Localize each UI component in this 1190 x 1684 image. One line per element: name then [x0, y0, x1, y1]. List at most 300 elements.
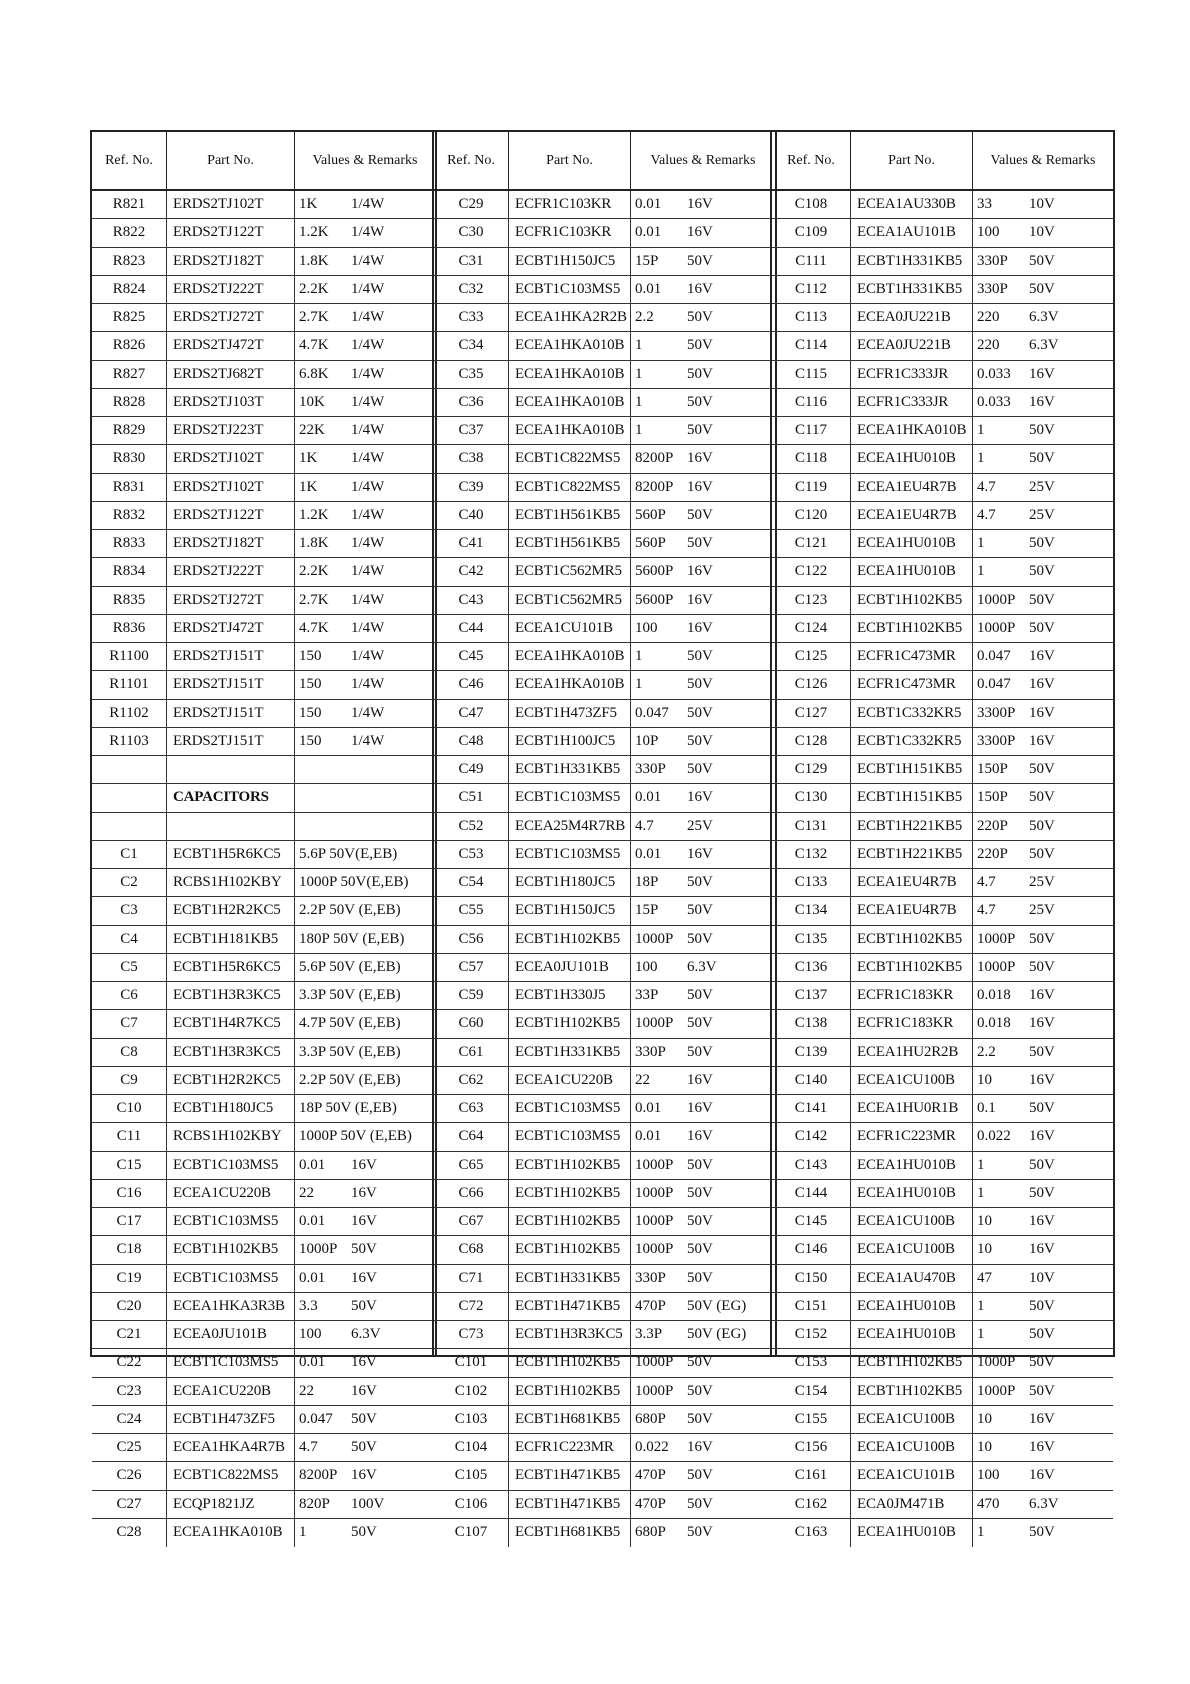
- rating-text: 50V: [1029, 817, 1055, 834]
- value-text: 5600P: [635, 563, 674, 580]
- ref-cell: C22: [92, 1349, 167, 1376]
- values-cell: [631, 1349, 775, 1376]
- values-cell: [973, 1208, 1113, 1235]
- table-row: [772, 1462, 1113, 1490]
- rating-text: 1/4W: [351, 676, 385, 693]
- ref-cell: R836: [92, 615, 167, 642]
- rating-text: 25V: [1029, 478, 1055, 495]
- ref-cell: C128: [772, 728, 851, 755]
- table-row: [434, 1321, 775, 1349]
- table-row: [92, 1152, 435, 1180]
- table-row: [434, 1123, 775, 1151]
- table-row: [434, 417, 775, 445]
- part-cell: ECEA1HU010B: [851, 558, 973, 585]
- rating-text: 16V: [351, 1382, 377, 1399]
- value-text: 0.047: [977, 676, 1011, 693]
- rating-text: 50V: [1029, 450, 1055, 467]
- table-row: [772, 587, 1113, 615]
- value-text: 100: [977, 224, 1000, 241]
- table-row: [434, 700, 775, 728]
- values-cell: [973, 1293, 1113, 1320]
- table-row: [92, 1349, 435, 1377]
- rating-text: 50V: [687, 1269, 713, 1286]
- table-row: [92, 841, 435, 869]
- values-cell: [631, 700, 775, 727]
- table-row: [92, 1434, 435, 1462]
- values-cell: [631, 784, 775, 811]
- values-cell: [295, 1095, 435, 1122]
- ref-cell: C61: [434, 1039, 509, 1066]
- values-cell: [631, 361, 775, 388]
- part-cell: ERDS2TJ182T: [167, 248, 295, 275]
- part-cell: ERDS2TJ151T: [167, 643, 295, 670]
- ref-cell: C104: [434, 1434, 509, 1461]
- values-cell: [631, 897, 775, 924]
- part-cell: ERDS2TJ682T: [167, 361, 295, 388]
- values-cell: [973, 643, 1113, 670]
- ref-cell: C39: [434, 474, 509, 501]
- table-row: [92, 191, 435, 219]
- part-cell: ECBT1H331KB5: [509, 756, 631, 783]
- value-text: 0.033: [977, 393, 1011, 410]
- value-text: 8200P: [635, 478, 674, 495]
- rating-text: 50V: [1029, 761, 1055, 778]
- ref-cell: C145: [772, 1208, 851, 1235]
- part-cell: ECBT1H4R7KC5: [167, 1010, 295, 1037]
- part-cell: ECFR1C223MR: [509, 1434, 631, 1461]
- values-cell: [295, 1123, 435, 1150]
- ref-cell: R1100: [92, 643, 167, 670]
- ref-cell: C35: [434, 361, 509, 388]
- table-row: [92, 1293, 435, 1321]
- part-cell: ECBT1H331KB5: [851, 276, 973, 303]
- part-cell: ECEA0JU221B: [851, 332, 973, 359]
- part-cell: ECFR1C333JR: [851, 361, 973, 388]
- value-text: 8200P: [299, 1467, 338, 1484]
- header-part: Part No.: [509, 132, 631, 189]
- ref-cell: C38: [434, 445, 509, 472]
- part-cell: ERDS2TJ102T: [167, 445, 295, 472]
- value-text: 15P: [635, 902, 659, 919]
- value-text: 1: [977, 563, 985, 580]
- values-cell: [973, 1180, 1113, 1207]
- values-cell: [973, 248, 1113, 275]
- value-text: 680P: [635, 1410, 666, 1427]
- values-cell: [973, 587, 1113, 614]
- part-cell: ECBT1H471KB5: [509, 1462, 631, 1489]
- values-cell: [973, 1519, 1113, 1547]
- table-row: [92, 389, 435, 417]
- rating-text: 50V: [687, 1467, 713, 1484]
- part-cell: ECBT1H100JC5: [509, 728, 631, 755]
- values-cell: [295, 304, 435, 331]
- part-cell: ECEA1HKA3R3B: [167, 1293, 295, 1320]
- values-cell: [973, 1010, 1113, 1037]
- ref-cell: C2: [92, 869, 167, 896]
- rating-text: 50V: [1029, 1156, 1055, 1173]
- table-row: [92, 1462, 435, 1490]
- rating-text: 50V: [1029, 1326, 1055, 1343]
- table-row: [434, 219, 775, 247]
- values-cell: [631, 445, 775, 472]
- values-cell: [973, 219, 1113, 246]
- value-text: 220P: [977, 845, 1008, 862]
- table-row: [434, 1519, 775, 1547]
- table-row: [772, 361, 1113, 389]
- ref-cell: C68: [434, 1236, 509, 1263]
- values-cell: [631, 276, 775, 303]
- values-cell: [631, 1462, 775, 1489]
- table-row: [434, 530, 775, 558]
- table-row: [434, 1349, 775, 1377]
- rating-text: 1/4W: [351, 450, 385, 467]
- table-row: [434, 445, 775, 473]
- values-cell: [631, 1067, 775, 1094]
- values-cell: [973, 276, 1113, 303]
- part-cell: ECBT1C103MS5: [167, 1265, 295, 1292]
- table-header: [92, 132, 435, 191]
- ref-cell: C124: [772, 615, 851, 642]
- table-row: [92, 982, 435, 1010]
- rating-text: 6.3V: [1029, 337, 1059, 354]
- ref-cell: C15: [92, 1152, 167, 1179]
- ref-cell: C126: [772, 671, 851, 698]
- part-cell: ECBT1C332KR5: [851, 728, 973, 755]
- values-cell: [973, 1265, 1113, 1292]
- ref-cell: C133: [772, 869, 851, 896]
- values-cell: [631, 954, 775, 981]
- ref-cell: C107: [434, 1519, 509, 1547]
- ref-cell: [92, 756, 167, 783]
- values-cell: [973, 1123, 1113, 1150]
- rating-text: 16V: [1029, 676, 1055, 693]
- value-text: 22: [635, 1071, 650, 1088]
- rating-text: 1/4W: [351, 732, 385, 749]
- part-cell: ECEA1HKA010B: [509, 332, 631, 359]
- part-cell: ECBT1H180JC5: [167, 1095, 295, 1122]
- table-row: [772, 982, 1113, 1010]
- part-cell: ECEA0JU221B: [851, 304, 973, 331]
- values-cell: [295, 1406, 435, 1433]
- value-text: 22: [299, 1184, 314, 1201]
- value-text: 10P: [635, 732, 659, 749]
- rating-text: 50V: [687, 987, 713, 1004]
- rating-text: 16V: [351, 1269, 377, 1286]
- rating-text: 1/4W: [351, 309, 385, 326]
- ref-cell: C17: [92, 1208, 167, 1235]
- table-row: [434, 361, 775, 389]
- part-cell: ECBT1C103MS5: [509, 784, 631, 811]
- value-text: 1K: [299, 478, 318, 495]
- part-cell: ECBT1H681KB5: [509, 1406, 631, 1433]
- table-row: [772, 1293, 1113, 1321]
- ref-cell: C33: [434, 304, 509, 331]
- part-cell: ERDS2TJ151T: [167, 700, 295, 727]
- part-cell: ECEA1EU4R7B: [851, 502, 973, 529]
- values-cell: [295, 361, 435, 388]
- value-text: 470: [977, 1495, 1000, 1512]
- rating-text: 16V: [1029, 1467, 1055, 1484]
- part-cell: [167, 813, 295, 840]
- part-cell: ERDS2TJ151T: [167, 671, 295, 698]
- part-cell: ECBT1H102KB5: [851, 1378, 973, 1405]
- rating-text: 1/4W: [351, 619, 385, 636]
- values-cell: [631, 219, 775, 246]
- values-cell: [295, 615, 435, 642]
- value-text: 0.01: [635, 1100, 662, 1117]
- value-text: 1: [977, 1184, 985, 1201]
- ref-cell: C51: [434, 784, 509, 811]
- table-row: [434, 1434, 775, 1462]
- table-row: [92, 587, 435, 615]
- values-cell: [973, 869, 1113, 896]
- values-cell: [295, 1067, 435, 1094]
- ref-cell: [92, 813, 167, 840]
- values-cell: [631, 587, 775, 614]
- ref-cell: C109: [772, 219, 851, 246]
- ref-cell: C21: [92, 1321, 167, 1348]
- part-cell: ECBT1C562MR5: [509, 587, 631, 614]
- rating-text: 50V: [351, 1241, 377, 1258]
- table-row: [434, 1039, 775, 1067]
- values-cell: [295, 1152, 435, 1179]
- table-row: [772, 332, 1113, 360]
- values-cell: [973, 897, 1113, 924]
- value-text: 1000P: [635, 1382, 674, 1399]
- table-row: [772, 530, 1113, 558]
- table-row: [434, 1293, 775, 1321]
- values-cell: [295, 1208, 435, 1235]
- values-cell: [631, 841, 775, 868]
- table-row: [772, 474, 1113, 502]
- ref-cell: [92, 784, 167, 811]
- value-text: 100: [635, 619, 658, 636]
- ref-cell: C105: [434, 1462, 509, 1489]
- table-row: [92, 1208, 435, 1236]
- values-cell: [973, 558, 1113, 585]
- header-values: Values & Remarks: [312, 152, 418, 168]
- part-cell: ERDS2TJ122T: [167, 219, 295, 246]
- values-cell: [295, 1180, 435, 1207]
- value-text: 3.3P 50V (E,EB): [299, 987, 401, 1004]
- values-cell: [631, 1321, 775, 1348]
- ref-cell: C108: [772, 191, 851, 218]
- table-row: [772, 643, 1113, 671]
- value-text: 1000P: [977, 1354, 1016, 1371]
- table-row: [434, 756, 775, 784]
- part-cell: ECBT1H181KB5: [167, 926, 295, 953]
- ref-cell: R829: [92, 417, 167, 444]
- values-cell: [295, 191, 435, 218]
- part-cell: ECEA1HKA010B: [851, 417, 973, 444]
- table-row: [434, 615, 775, 643]
- table-row: [92, 954, 435, 982]
- values-cell: [973, 1236, 1113, 1263]
- ref-cell: C129: [772, 756, 851, 783]
- ref-cell: C55: [434, 897, 509, 924]
- ref-cell: C36: [434, 389, 509, 416]
- part-cell: ECEA1CU220B: [509, 1067, 631, 1094]
- values-cell: [295, 587, 435, 614]
- part-cell: ECEA0JU101B: [167, 1321, 295, 1348]
- ref-cell: C62: [434, 1067, 509, 1094]
- part-cell: ECBT1H471KB5: [509, 1293, 631, 1320]
- ref-cell: C127: [772, 700, 851, 727]
- value-text: 330P: [977, 280, 1008, 297]
- values-cell: [295, 671, 435, 698]
- values-cell: [631, 1010, 775, 1037]
- table-header: [434, 132, 775, 191]
- ref-cell: C119: [772, 474, 851, 501]
- rating-text: 50V: [687, 337, 713, 354]
- part-cell: ECBT1C103MS5: [509, 276, 631, 303]
- ref-cell: C146: [772, 1236, 851, 1263]
- part-cell: ECBT1H102KB5: [851, 1349, 973, 1376]
- value-text: 4.7: [299, 1439, 318, 1456]
- part-cell: ECFR1C333JR: [851, 389, 973, 416]
- values-cell: [295, 700, 435, 727]
- table-row: [92, 1491, 435, 1519]
- part-cell: RCBS1H102KBY: [167, 1123, 295, 1150]
- ref-cell: R822: [92, 219, 167, 246]
- rating-text: 50V: [687, 1241, 713, 1258]
- values-cell: [295, 1519, 435, 1547]
- values-cell: [631, 615, 775, 642]
- value-text: 33: [977, 196, 992, 213]
- table-row: [92, 615, 435, 643]
- part-cell: ECEA1HKA010B: [509, 671, 631, 698]
- table-row: [772, 1039, 1113, 1067]
- values-cell: [631, 332, 775, 359]
- value-text: 10: [977, 1071, 992, 1088]
- table-row: [434, 276, 775, 304]
- values-cell: [295, 982, 435, 1009]
- rating-text: 50V: [687, 1354, 713, 1371]
- table-row: [434, 897, 775, 925]
- values-cell: [973, 841, 1113, 868]
- rating-text: 16V: [687, 280, 713, 297]
- ref-cell: R830: [92, 445, 167, 472]
- rating-text: 50V (EG): [687, 1326, 747, 1343]
- values-cell: [631, 502, 775, 529]
- ref-cell: C144: [772, 1180, 851, 1207]
- value-text: 4.7: [635, 817, 654, 834]
- rating-text: 1/4W: [351, 478, 385, 495]
- value-text: 1000P: [635, 1241, 674, 1258]
- table-row: [772, 1265, 1113, 1293]
- table-row: [772, 1152, 1113, 1180]
- table-row: [772, 248, 1113, 276]
- table-row: [92, 558, 435, 586]
- header-values: Values & Remarks: [650, 152, 756, 168]
- table-row: [772, 1123, 1113, 1151]
- value-text: 220P: [977, 817, 1008, 834]
- rating-text: 50V: [351, 1410, 377, 1427]
- rating-text: 50V: [687, 1213, 713, 1230]
- value-text: 470P: [635, 1297, 666, 1314]
- part-cell: ECEA1HU010B: [851, 1180, 973, 1207]
- ref-cell: C54: [434, 869, 509, 896]
- values-cell: [631, 1265, 775, 1292]
- rating-text: 50V: [1029, 535, 1055, 552]
- value-text: 4.7K: [299, 337, 329, 354]
- ref-cell: C67: [434, 1208, 509, 1235]
- table-row: [92, 304, 435, 332]
- ref-cell: C8: [92, 1039, 167, 1066]
- part-cell: ECBT1H221KB5: [851, 813, 973, 840]
- value-text: 18P: [635, 874, 659, 891]
- part-cell: ECBT1C822MS5: [167, 1462, 295, 1489]
- values-cell: [295, 502, 435, 529]
- value-text: 10: [977, 1410, 992, 1427]
- values-cell: [295, 417, 435, 444]
- values-cell: [631, 389, 775, 416]
- part-cell: ECBT1H3R3KC5: [167, 982, 295, 1009]
- values-cell: [295, 813, 435, 840]
- values-cell: [973, 502, 1113, 529]
- rating-text: 16V: [351, 1156, 377, 1173]
- ref-cell: C37: [434, 417, 509, 444]
- part-cell: ECEA1CU101B: [509, 615, 631, 642]
- rating-text: 16V: [1029, 732, 1055, 749]
- ref-cell: C31: [434, 248, 509, 275]
- part-cell: ECEA1CU100B: [851, 1208, 973, 1235]
- value-text: 3300P: [977, 704, 1016, 721]
- ref-cell: C153: [772, 1349, 851, 1376]
- part-cell: ECEA1HKA010B: [167, 1519, 295, 1547]
- part-cell: ECEA1CU100B: [851, 1236, 973, 1263]
- table-row: [92, 417, 435, 445]
- values-cell: [631, 869, 775, 896]
- ref-cell: C103: [434, 1406, 509, 1433]
- table-row: [434, 784, 775, 812]
- table-row: [772, 1406, 1113, 1434]
- values-cell: [973, 615, 1113, 642]
- part-cell: ECBT1H102KB5: [509, 1349, 631, 1376]
- value-text: 47: [977, 1269, 992, 1286]
- values-cell: [631, 248, 775, 275]
- values-cell: [973, 1434, 1113, 1461]
- value-text: 4.7: [977, 506, 996, 523]
- parts-table-2: [432, 130, 777, 1541]
- values-cell: [295, 1293, 435, 1320]
- value-text: 18P 50V (E,EB): [299, 1100, 397, 1117]
- ref-cell: C10: [92, 1095, 167, 1122]
- value-text: 0.047: [635, 704, 669, 721]
- rating-text: 50V: [1029, 591, 1055, 608]
- value-text: 820P: [299, 1495, 330, 1512]
- table-row: [92, 1406, 435, 1434]
- table-row: [772, 1180, 1113, 1208]
- value-text: 4.7: [977, 874, 996, 891]
- ref-cell: R831: [92, 474, 167, 501]
- value-text: 1000P: [635, 1184, 674, 1201]
- values-cell: [973, 700, 1113, 727]
- part-cell: ECEA1HU010B: [851, 1152, 973, 1179]
- rating-text: 16V: [687, 1439, 713, 1456]
- table-body: [772, 191, 1113, 1547]
- values-cell: [295, 897, 435, 924]
- table-row: [772, 304, 1113, 332]
- ref-cell: C34: [434, 332, 509, 359]
- table-row: [434, 1265, 775, 1293]
- value-text: 1K: [299, 196, 318, 213]
- values-cell: [973, 813, 1113, 840]
- part-cell: ERDS2TJ272T: [167, 587, 295, 614]
- part-cell: ECBT1C103MS5: [509, 1095, 631, 1122]
- ref-cell: C73: [434, 1321, 509, 1348]
- rating-text: 25V: [1029, 902, 1055, 919]
